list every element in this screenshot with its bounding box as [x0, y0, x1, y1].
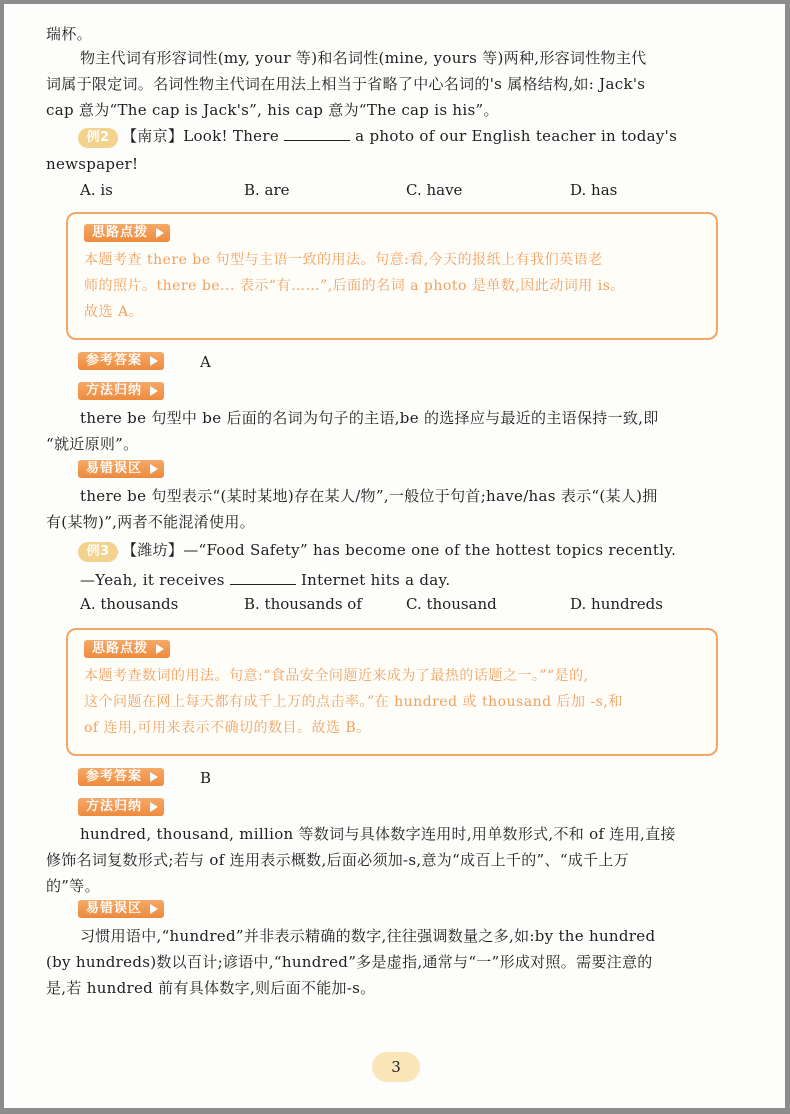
arrow-icon	[150, 904, 158, 914]
text-line: 词属于限定词。名词性物主代词在用法上相当于省略了中心名词的's 属格结构,如: Jack's	[46, 75, 646, 93]
method-line: hundred, thousand, million 等数词与具体数字连用时,用单数形式,不和 of 连用,直接	[80, 825, 676, 843]
method-line: there be 句型中 be 后面的名词为句子的主语,be 的选择应与最近的主语保持一致,即	[80, 409, 659, 427]
option-d: D. hundreds	[570, 595, 663, 613]
error-line: there be 句型表示“(某时某地)存在某人/物”,一般位于句首;have/has 表示“(某人)拥	[80, 487, 658, 505]
text-line: cap 意为“The cap is Jack's”, his cap 意为“The cap is his”。	[46, 101, 499, 119]
question-text: Look! There	[183, 127, 280, 145]
answer-value: A	[200, 353, 212, 371]
example3-question	[78, 540, 676, 562]
question-text: —Yeah, it receives	[80, 571, 225, 589]
example-badge: 例2	[78, 128, 118, 148]
example-source: 【潍坊】	[122, 541, 184, 559]
error-line: (by hundreds)数以百计;谚语中,“hundred”多是虚指,通常与“一”形成对照。需要注意的	[46, 953, 653, 971]
page	[4, 4, 785, 1108]
question-text: —“Food Safety” has become one of the hottest topics recently.	[183, 541, 677, 559]
arrow-icon	[150, 772, 158, 782]
option-c: C. have	[406, 181, 463, 199]
arrow-icon	[156, 228, 164, 238]
answer-label: 参考答案	[78, 768, 164, 786]
method-line: 修饰名词复数形式;若与 of 连用表示概数,后面必须加-s,意为“成百上千的”、“成千上万	[46, 851, 629, 869]
arrow-icon	[150, 802, 158, 812]
hint-line: 故选 A。	[84, 304, 144, 320]
option-a: A. thousands	[80, 595, 179, 613]
arrow-icon	[156, 644, 164, 654]
page-number: 3	[372, 1052, 420, 1082]
hint-line: 师的照片。there be... 表示“有……”,后面的名词 a photo 是单数,因此动词用 is。	[84, 278, 625, 294]
error-line: 习惯用语中,“hundred”并非表示精确的数字,往往强调数量之多,如:by the hundred	[80, 927, 656, 945]
hint-box	[66, 628, 718, 756]
example-badge: 例3	[78, 542, 118, 562]
hint-label: 思路点拨	[84, 224, 170, 242]
error-line: 有(某物)”,两者不能混淆使用。	[46, 513, 255, 531]
question-text: a photo of our English teacher in today's	[355, 127, 678, 145]
hint-line: 这个问题在网上每天都有成千上万的点击率。”在 hundred 或 thousand 后加 -s,和	[84, 694, 623, 710]
option-a: A. is	[80, 181, 113, 199]
method-line: 的”等。	[46, 877, 100, 895]
error-label: 易错误区	[78, 900, 164, 918]
example3-question-line2	[80, 570, 450, 590]
question-text: Internet hits a day.	[300, 571, 451, 589]
option-c: C. thousand	[406, 595, 497, 613]
hint-line: of 连用,可用来表示不确切的数目。故选 B。	[84, 720, 371, 736]
error-line: 是,若 hundred 前有具体数字,则后面不能加-s。	[46, 979, 376, 997]
question-text: newspaper!	[46, 155, 139, 173]
text-line: 物主代词有形容词性(my, your 等)和名词性(mine, yours 等)两种,形容词性物主代	[80, 49, 647, 67]
hint-box	[66, 212, 718, 340]
option-b: B. thousands of	[244, 595, 362, 613]
answer-blank	[284, 126, 350, 141]
example2-question	[78, 126, 677, 148]
method-label: 方法归纳	[78, 798, 164, 816]
answer-blank	[230, 570, 296, 585]
hint-label: 思路点拨	[84, 640, 170, 658]
hint-line: 本题考查 there be 句型与主语一致的用法。句意:看,今天的报纸上有我们英语老	[84, 252, 603, 268]
answer-label: 参考答案	[78, 352, 164, 370]
arrow-icon	[150, 356, 158, 366]
example-source: 【南京】	[122, 127, 184, 145]
error-label: 易错误区	[78, 460, 164, 478]
method-label: 方法归纳	[78, 382, 164, 400]
hint-line: 本题考查数词的用法。句意:“食品安全问题近来成为了最热的话题之一。”“是的,	[84, 668, 589, 684]
option-d: D. has	[570, 181, 618, 199]
arrow-icon	[150, 386, 158, 396]
answer-value: B	[200, 769, 212, 787]
method-line: “就近原则”。	[46, 435, 139, 453]
text-line: 瑞杯。	[46, 25, 92, 43]
arrow-icon	[150, 464, 158, 474]
option-b: B. are	[244, 181, 290, 199]
